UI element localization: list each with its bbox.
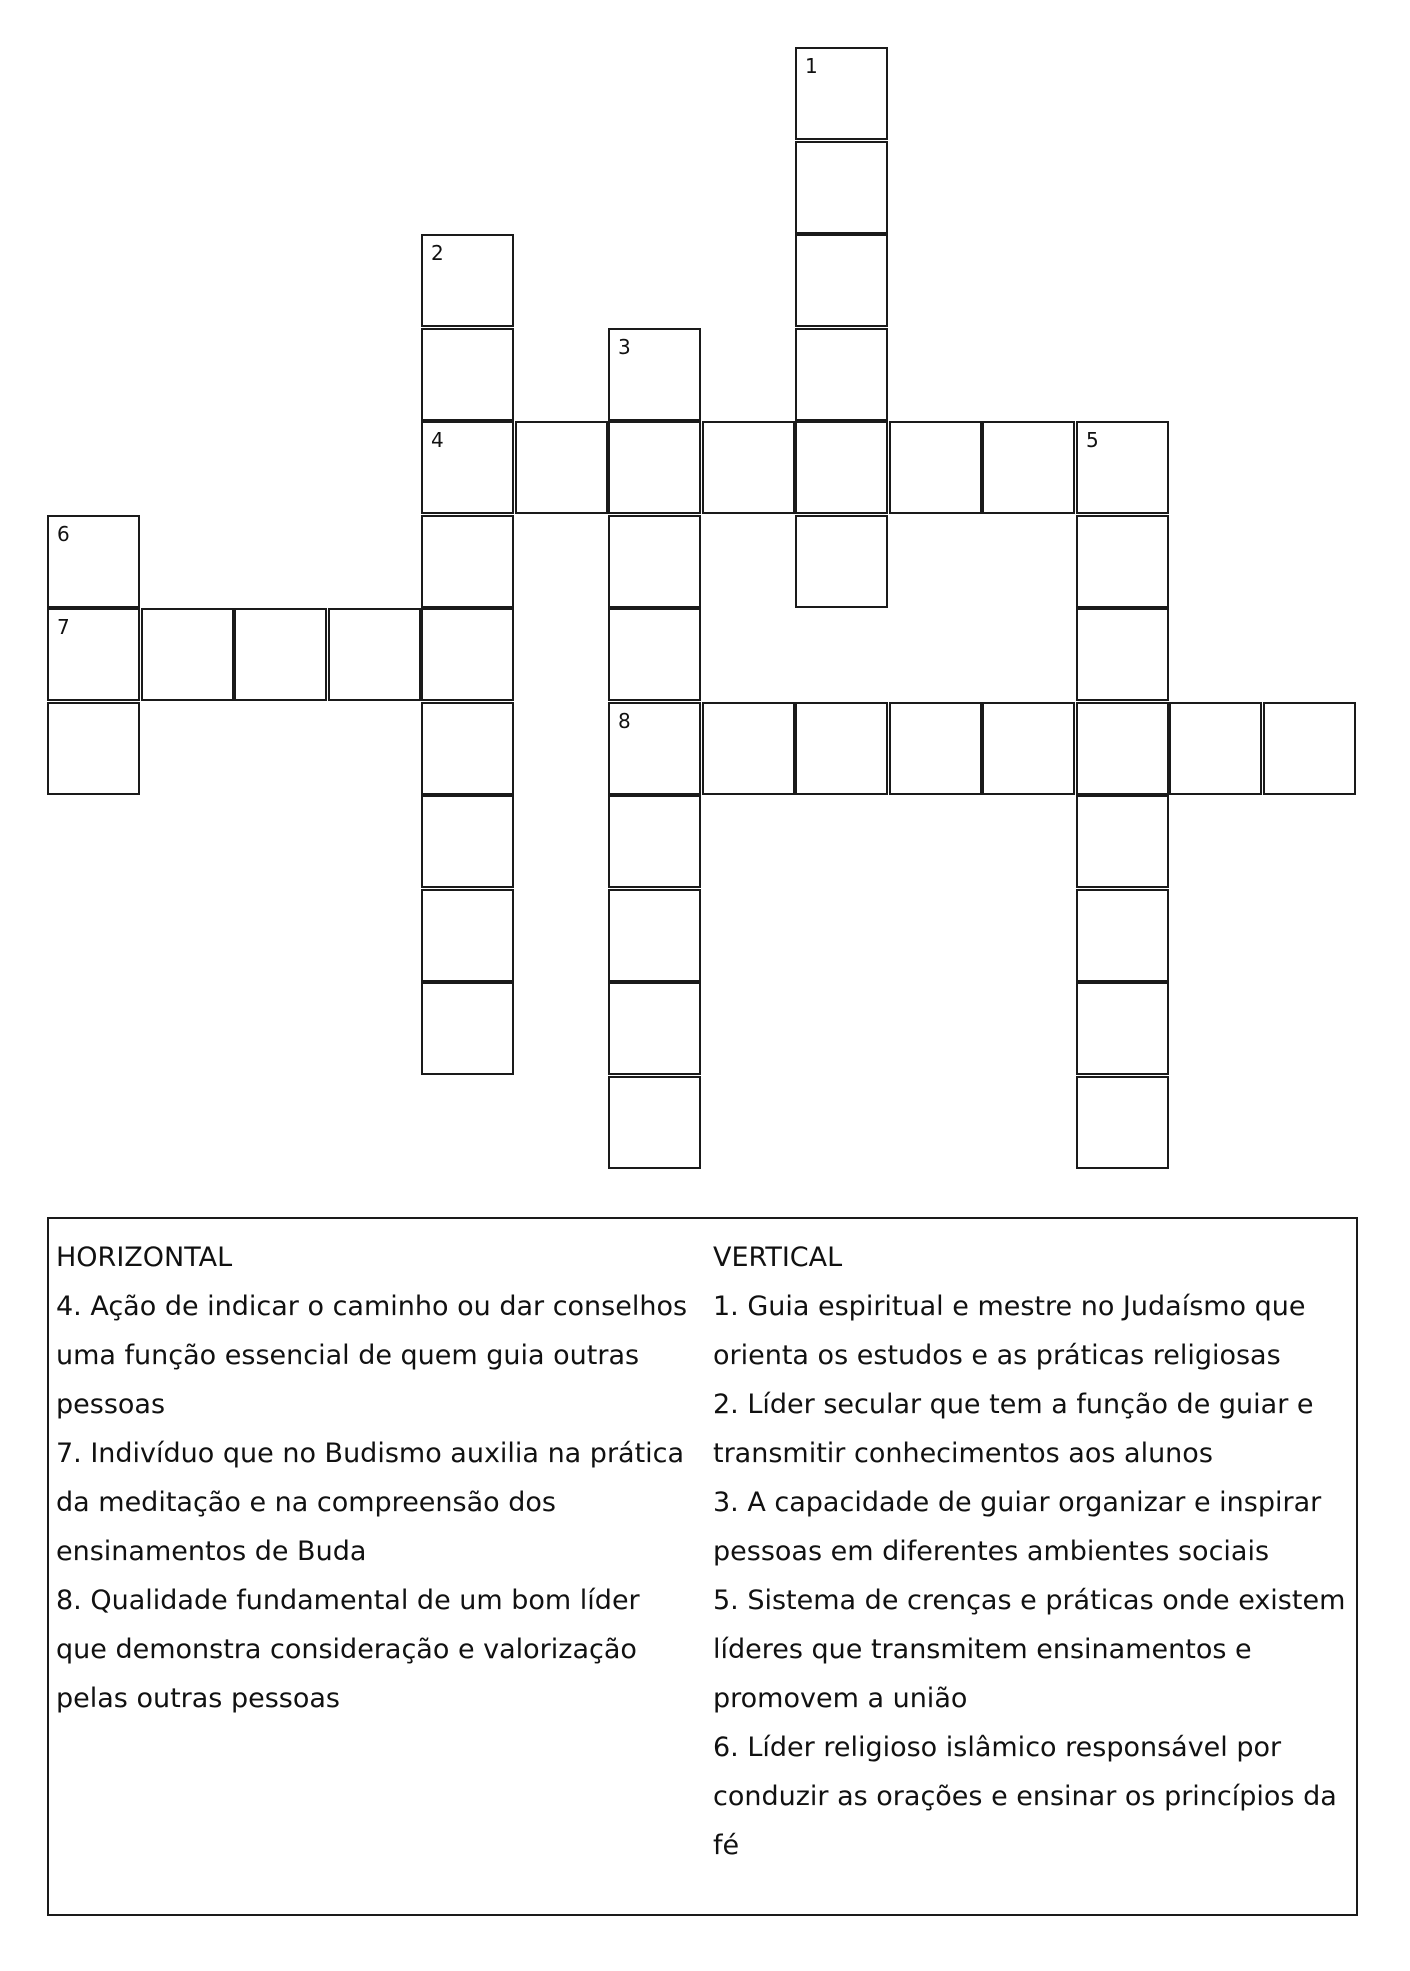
grid-cell[interactable]	[1076, 1076, 1169, 1169]
grid-cell[interactable]	[421, 421, 514, 514]
grid-cell[interactable]	[608, 515, 701, 608]
grid-cell[interactable]	[608, 328, 701, 421]
vertical-clue-1: 1. Guia espiritual e mestre no Judaísmo que orienta os estudos e as práticas religiosas	[713, 1291, 1306, 1371]
grid-cell[interactable]	[421, 982, 514, 1075]
grid-cell[interactable]	[421, 515, 514, 608]
grid-cell[interactable]	[795, 234, 888, 327]
grid-cell[interactable]	[47, 608, 140, 701]
grid-cell[interactable]	[795, 421, 888, 514]
vertical-clue-5: 5. Sistema de crenças e práticas onde existem líderes que transmitem ensinamentos e promovem a união	[713, 1585, 1346, 1714]
grid-cell[interactable]	[982, 421, 1075, 514]
grid-cell[interactable]	[421, 608, 514, 701]
grid-cell[interactable]	[608, 982, 701, 1075]
vertical-clue-6: 6. Líder religioso islâmico responsável por conduzir as orações e ensinar os princípios da fé	[713, 1732, 1337, 1861]
grid-cell[interactable]	[702, 702, 795, 795]
grid-cell[interactable]	[1076, 795, 1169, 888]
grid-cell[interactable]	[421, 702, 514, 795]
vertical-clues	[713, 1233, 1353, 1870]
grid-cell[interactable]	[795, 47, 888, 140]
grid-cell[interactable]	[1076, 982, 1169, 1075]
clue-number: 7	[57, 615, 70, 639]
grid-cell[interactable]	[47, 702, 140, 795]
grid-cell[interactable]	[234, 608, 327, 701]
horizontal-clues	[56, 1233, 696, 1723]
grid-cell[interactable]	[608, 702, 701, 795]
grid-cell[interactable]	[421, 328, 514, 421]
grid-cell[interactable]	[795, 515, 888, 608]
grid-cell[interactable]	[608, 421, 701, 514]
grid-cell[interactable]	[1263, 702, 1356, 795]
vertical-clue-3: 3. A capacidade de guiar organizar e inspirar pessoas em diferentes ambientes sociais	[713, 1487, 1322, 1567]
grid-cell[interactable]	[328, 608, 421, 701]
grid-cell[interactable]	[1169, 702, 1262, 795]
grid-cell[interactable]	[795, 141, 888, 234]
grid-cell[interactable]	[795, 702, 888, 795]
horizontal-clue-4: 4. Ação de indicar o caminho ou dar conselhos uma função essencial de quem guia outras pessoas	[56, 1291, 688, 1420]
grid-cell[interactable]	[421, 234, 514, 327]
clue-number: 5	[1086, 428, 1099, 452]
grid-cell[interactable]	[1076, 515, 1169, 608]
grid-cell[interactable]	[889, 702, 982, 795]
horizontal-clue-7: 7. Indivíduo que no Budismo auxilia na prática da meditação e na compreensão dos ensinamentos de Buda	[56, 1438, 685, 1567]
grid-cell[interactable]	[702, 421, 795, 514]
grid-cell[interactable]	[515, 421, 608, 514]
grid-cell[interactable]	[47, 515, 140, 608]
grid-cell[interactable]	[1076, 889, 1169, 982]
grid-cell[interactable]	[1076, 608, 1169, 701]
clue-number: 2	[431, 241, 444, 265]
grid-cell[interactable]	[1076, 421, 1169, 514]
clue-number: 8	[618, 709, 631, 733]
clue-number: 1	[805, 54, 818, 78]
grid-cell[interactable]	[889, 421, 982, 514]
clues-box	[47, 1217, 1358, 1916]
grid-cell[interactable]	[795, 328, 888, 421]
clue-number: 6	[57, 522, 70, 546]
grid-cell[interactable]	[421, 889, 514, 982]
grid-cell[interactable]	[421, 795, 514, 888]
vertical-heading: VERTICAL	[713, 1242, 843, 1273]
clue-number: 3	[618, 335, 631, 359]
clue-number: 4	[431, 428, 444, 452]
grid-cell[interactable]	[982, 702, 1075, 795]
grid-cell[interactable]	[608, 1076, 701, 1169]
grid-cell[interactable]	[608, 889, 701, 982]
grid-cell[interactable]	[608, 608, 701, 701]
vertical-clue-2: 2. Líder secular que tem a função de guiar e transmitir conhecimentos aos alunos	[713, 1389, 1314, 1469]
horizontal-heading: HORIZONTAL	[56, 1242, 233, 1273]
grid-cell[interactable]	[1076, 702, 1169, 795]
grid-cell[interactable]	[608, 795, 701, 888]
grid-cell[interactable]	[141, 608, 234, 701]
horizontal-clue-8: 8. Qualidade fundamental de um bom líder que demonstra consideração e valorização pelas outras pessoas	[56, 1585, 640, 1714]
